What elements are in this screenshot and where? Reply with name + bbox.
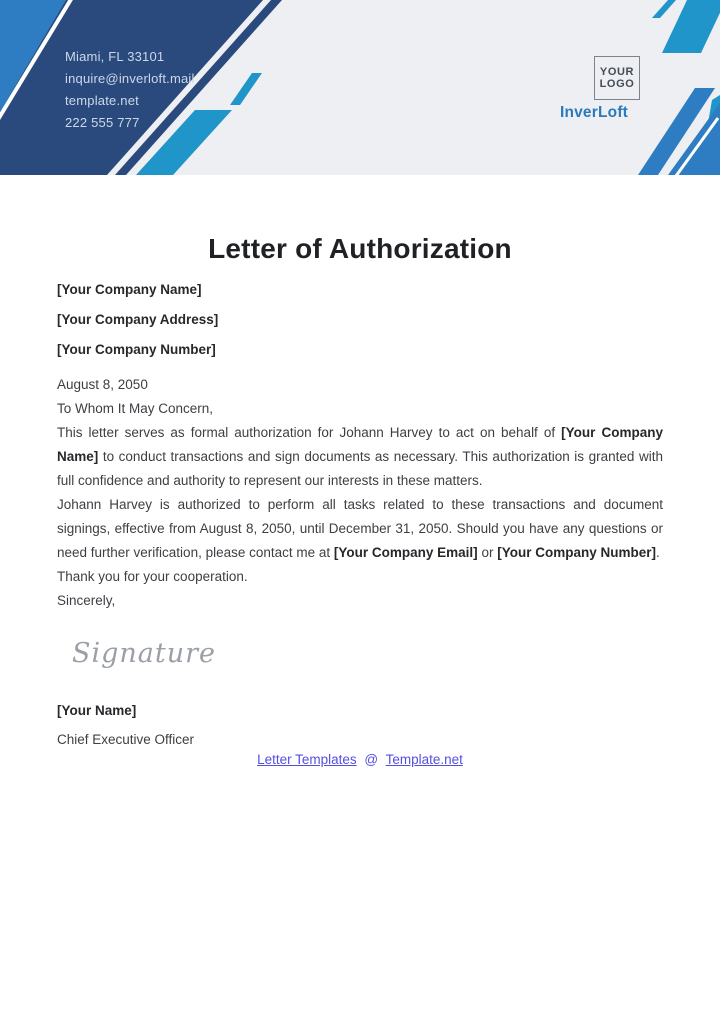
footer-attribution xyxy=(0,752,720,767)
paragraph-authorization: This letter serves as formal authorization for Johann Harvey to act on behalf of [Your Company Name] to conduct transactions and sign documents as necessary. This authorization is granted with full confidence and authority to represent our interests in these matters. xyxy=(57,425,663,488)
contact-phone: 222 555 777 xyxy=(65,115,140,130)
contact-email: inquire@inverloft.mail xyxy=(65,71,195,86)
signer-name: [Your Name] xyxy=(57,703,137,718)
letter-title: Letter of Authorization xyxy=(208,233,512,264)
letter-date: August 8, 2050 xyxy=(57,377,148,392)
brand-name: InverLoft xyxy=(559,104,629,121)
company-address-field: [Your Company Address] xyxy=(57,312,219,327)
company-name-field: [Your Company Name] xyxy=(57,282,202,297)
logo-text-bottom: LOGO xyxy=(599,78,635,90)
logo-text-top: YOUR xyxy=(599,66,635,78)
template-net-link[interactable]: Template.net xyxy=(385,752,463,767)
signature-script: Signature xyxy=(72,638,217,669)
company-number-field: [Your Company Number] xyxy=(57,342,216,357)
signer-title: Chief Executive Officer xyxy=(57,732,195,747)
contact-info xyxy=(65,46,195,134)
salutation: To Whom It May Concern, xyxy=(57,401,214,416)
letter-body xyxy=(57,283,663,613)
contact-website: template.net xyxy=(65,93,139,108)
closing-sincerely: Sincerely, xyxy=(57,593,116,608)
paragraph-scope: Johann Harvey is authorized to perform all tasks related to these transactions and document signings, effective from August 8, 2050, until December 31, 2050. Should you have any questions or need further verification, please contact me at [Your Company Email] or [Your Company Number]. xyxy=(57,497,663,560)
letter-templates-link[interactable]: Letter Templates xyxy=(257,752,357,767)
footer-separator: @ xyxy=(364,752,379,767)
logo-placeholder xyxy=(594,56,640,100)
closing-thanks: Thank you for your cooperation. xyxy=(57,569,248,584)
letterhead xyxy=(0,0,720,175)
contact-city: Miami, FL 33101 xyxy=(65,49,165,64)
